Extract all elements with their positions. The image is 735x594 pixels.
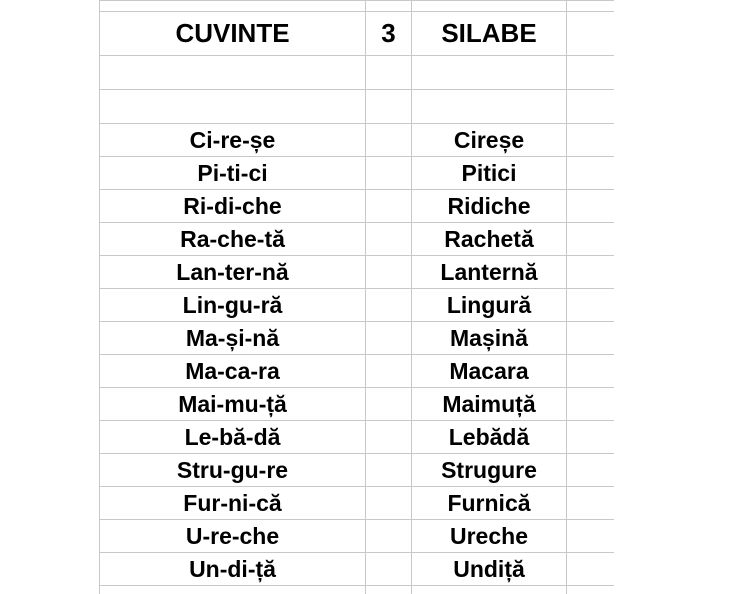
cell[interactable]	[567, 322, 615, 355]
table-row	[100, 289, 615, 322]
table-row	[100, 322, 615, 355]
word-cell[interactable]: Maimuță	[412, 388, 567, 421]
cell[interactable]	[100, 56, 366, 90]
cell[interactable]	[100, 586, 366, 594]
split-word-cell[interactable]: Un-di-ță	[100, 553, 366, 586]
word-cell[interactable]: Lingură	[412, 289, 567, 322]
table-row	[100, 157, 615, 190]
split-word-cell[interactable]: Ma-și-nă	[100, 322, 366, 355]
cell[interactable]	[366, 520, 412, 553]
table-row	[100, 256, 615, 289]
word-cell[interactable]: Lanternă	[412, 256, 567, 289]
split-word-cell[interactable]: Lin-gu-ră	[100, 289, 366, 322]
blank-row	[100, 90, 615, 124]
cell[interactable]	[366, 553, 412, 586]
split-word-cell[interactable]: Ri-di-che	[100, 190, 366, 223]
cell[interactable]	[366, 90, 412, 124]
split-word-cell[interactable]: Fur-ni-că	[100, 487, 366, 520]
cell[interactable]	[366, 586, 412, 594]
table-row	[100, 388, 615, 421]
table-row	[100, 553, 615, 586]
cell[interactable]	[366, 487, 412, 520]
cell[interactable]	[366, 223, 412, 256]
cell[interactable]	[567, 90, 615, 124]
table-row	[100, 355, 615, 388]
cell[interactable]	[412, 586, 567, 594]
top-row	[100, 1, 615, 12]
cell[interactable]	[567, 454, 615, 487]
cell[interactable]	[412, 56, 567, 90]
cell[interactable]	[567, 124, 615, 157]
split-word-cell[interactable]: Ma-ca-ra	[100, 355, 366, 388]
cell[interactable]	[366, 1, 412, 12]
cell[interactable]	[567, 12, 615, 56]
cell[interactable]	[567, 157, 615, 190]
word-cell[interactable]: Strugure	[412, 454, 567, 487]
cell[interactable]	[366, 157, 412, 190]
header-count[interactable]: 3	[366, 12, 412, 56]
word-cell[interactable]: Cireșe	[412, 124, 567, 157]
cell[interactable]	[366, 56, 412, 90]
cell[interactable]	[366, 124, 412, 157]
table-row	[100, 190, 615, 223]
table-row	[100, 487, 615, 520]
cell[interactable]	[366, 454, 412, 487]
cell[interactable]	[567, 289, 615, 322]
cell[interactable]	[567, 355, 615, 388]
word-cell[interactable]: Furnică	[412, 487, 567, 520]
table-row	[100, 223, 615, 256]
cell[interactable]	[567, 553, 615, 586]
word-cell[interactable]: Lebădă	[412, 421, 567, 454]
cell[interactable]	[366, 388, 412, 421]
split-word-cell[interactable]: Mai-mu-ță	[100, 388, 366, 421]
table-row	[100, 586, 615, 594]
cell[interactable]	[567, 487, 615, 520]
cell[interactable]	[412, 1, 567, 12]
cell[interactable]	[567, 421, 615, 454]
word-cell[interactable]: Rachetă	[412, 223, 567, 256]
cell[interactable]	[567, 190, 615, 223]
word-cell[interactable]: Mașină	[412, 322, 567, 355]
cell[interactable]	[412, 90, 567, 124]
cell[interactable]	[100, 1, 366, 12]
cell[interactable]	[100, 90, 366, 124]
cell[interactable]	[366, 322, 412, 355]
word-cell[interactable]: Macara	[412, 355, 567, 388]
header-silabe[interactable]: SILABE	[412, 12, 567, 56]
blank-row	[100, 56, 615, 90]
split-word-cell[interactable]: Le-bă-dă	[100, 421, 366, 454]
cell[interactable]	[567, 256, 615, 289]
cell[interactable]	[567, 388, 615, 421]
split-word-cell[interactable]: Lan-ter-nă	[100, 256, 366, 289]
cell[interactable]	[366, 256, 412, 289]
table-row	[100, 124, 615, 157]
cell[interactable]	[567, 223, 615, 256]
header-row	[100, 12, 615, 56]
syllable-table	[99, 0, 614, 594]
header-cuvinte[interactable]: CUVINTE	[100, 12, 366, 56]
cell[interactable]	[366, 289, 412, 322]
cell[interactable]	[567, 520, 615, 553]
word-cell[interactable]: Ureche	[412, 520, 567, 553]
split-word-cell[interactable]: U-re-che	[100, 520, 366, 553]
cell[interactable]	[366, 421, 412, 454]
table-row	[100, 421, 615, 454]
cell[interactable]	[567, 1, 615, 12]
table-row	[100, 454, 615, 487]
cell[interactable]	[366, 190, 412, 223]
split-word-cell[interactable]: Ci-re-șe	[100, 124, 366, 157]
word-cell[interactable]: Pitici	[412, 157, 567, 190]
spreadsheet	[99, 0, 614, 594]
split-word-cell[interactable]: Stru-gu-re	[100, 454, 366, 487]
table-row	[100, 520, 615, 553]
cell[interactable]	[567, 56, 615, 90]
word-cell[interactable]: Ridiche	[412, 190, 567, 223]
split-word-cell[interactable]: Pi-ti-ci	[100, 157, 366, 190]
cell[interactable]	[567, 586, 615, 594]
split-word-cell[interactable]: Ra-che-tă	[100, 223, 366, 256]
cell[interactable]	[366, 355, 412, 388]
word-cell[interactable]: Undiță	[412, 553, 567, 586]
